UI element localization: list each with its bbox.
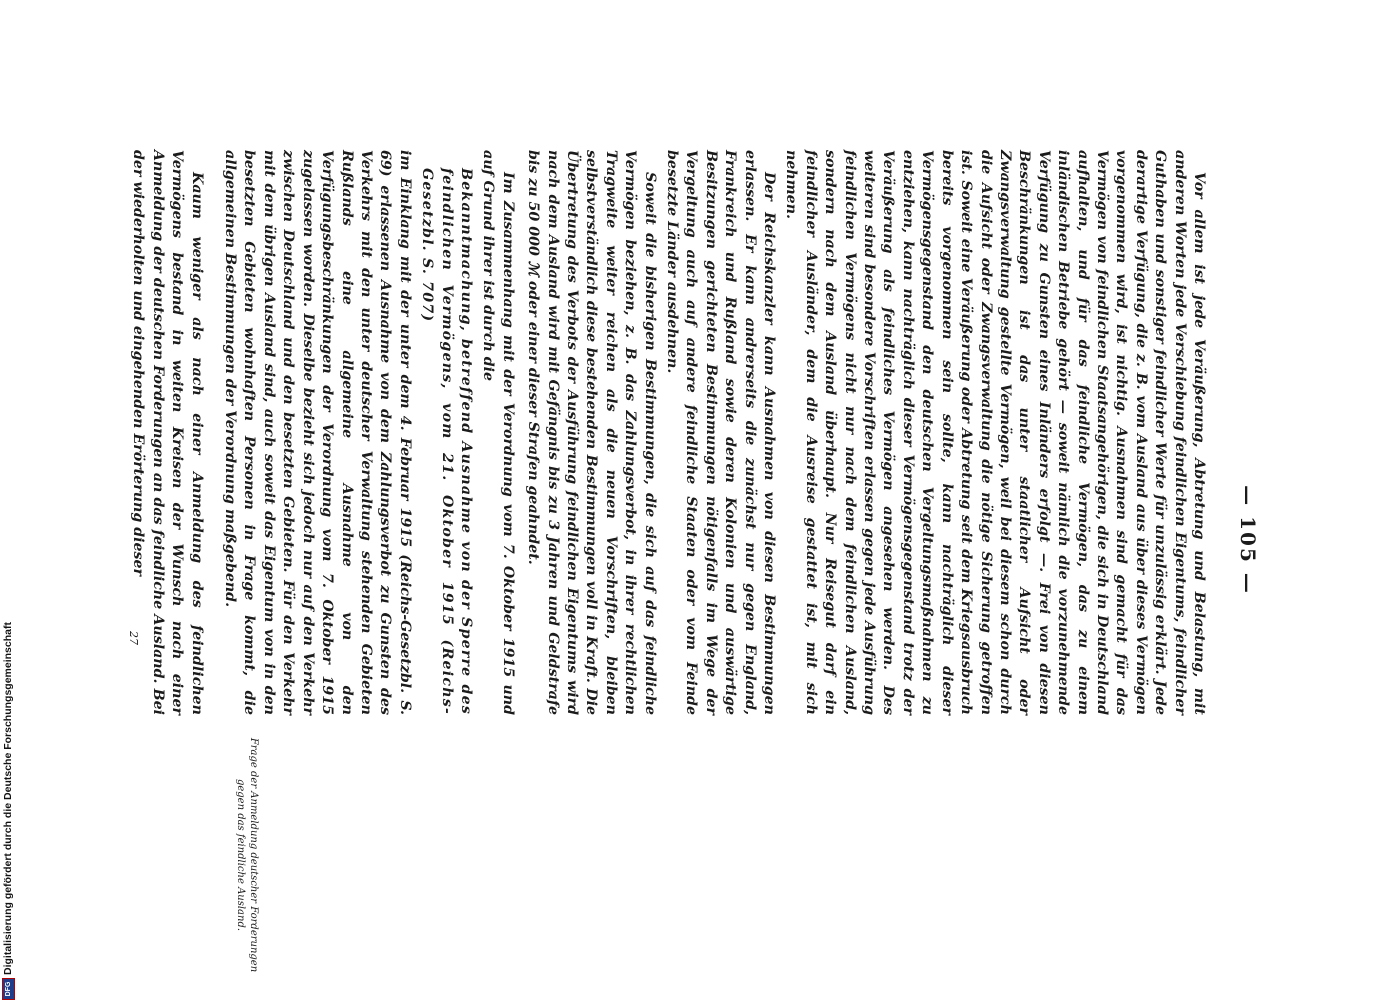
paragraph: Vor allem ist jede Veräußerung, Abtretung und Belastung, mit anderen Worten jede Verschiebung feindlichen Eigentums, feindlicher Guthaben und sonstiger feindlicher Werte für unzulässig erklärt. Jede derartige Verfügung, die z. B. vom Ausland aus über dieses Vermögen vorgenommen wird, ist nichtig. Ausnahmen sind gemacht für das Vermögen von feindlichen Staatsangehörigen, die sich in Deutschland aufhalten, und für das feindliche Vermögen, das zu einem inländischen Betriebe gehört — soweit nämlich die vorzunehmende Verfügung zu Gunsten eines Inländers erfolgt —. Frei von diesen Beschränkungen ist das unter staatlicher Aufsicht oder Zwangsverwaltung gestellte Vermögen, weil bei diesem schon durch die Aufsicht oder Zwangsverwaltung die nötige Sicherung getroffen ist. Soweit eine Veräußerung oder Abtretung seit dem Kriegsausbruch bereits vorgenommen sein sollte, kann nachträglich dieser Vermögensgegenstand den deutschen Vergeltungsmaßnahmen zu entziehen, kann nachträglich dieser Vermögensgegenstand trotz der Veräußerung als feindliches Vermögen angesehen werden. Des weiteren sind besondere Vorschriften erlassen gegen jede Ausführung feindlichen Vermögens nicht nur nach dem feindlichen Ausland, sondern nach dem Ausland überhaupt. Nur Reisegut darf ein feindlicher Ausländer, dem die Ausreise gestattet ist, mit sich nehmen. [783, 150, 1207, 715]
paragraph: Soweit die bisherigen Bestimmungen, die sich auf das feindliche Vermögen beziehen, z. B. das Zahlungsverbot, in ihrer rechtlichen Tragweite weiter reichen als die neuen Vorschriften, bleiben selbstverständlich diese bestehenden Bestimmungen voll in Kraft. Die Übertretung des Verbots der Ausführung feindlichen Eigentums wird nach dem Ausland wird mit Gefängnis bis zu 3 Jahren und Geldstrafe bis zu 50 000 ℳ oder einer dieser Strafen geahndet. [525, 150, 658, 715]
paragraph: im Einklang mit der unter dem 4. Februar 1915 (Reichs-Gesetzbl. S. 69) erlassenen Ausnahme von dem Zahlungsverbot zu Gunsten des Verkehrs mit den unter deutscher Verwaltung stehenden Gebieten Rußlands eine allgemeine Ausnahme von den Verfügungsbeschränkungen der Verordnung vom 7. Oktober 1915 zugelassen worden. Dieselbe bezieht sich jedoch nur auf den Verkehr zwischen Deutschland und den besetzten Gebieten. Für den Verkehr mit dem übrigen Ausland sind, auch soweit das Eigentum von in den besetzten Gebieten wohnhaften Personen in Frage kommt, die allgemeinen Bestimmungen der Verordnung maßgebend. [222, 150, 413, 715]
page-number: — 105 — [1236, 485, 1260, 595]
dfg-watermark [0, 600, 16, 1000]
sheet-number: 27 [127, 631, 140, 645]
watermark-text: Digitalisierung gefördert durch die Deutsche Forschungsgemeinschaft [2, 622, 14, 975]
body-text [125, 150, 1208, 715]
margin-note: Frage der Anmeldung deutscher Forderungen gegen das feindliche Ausland. [235, 737, 259, 973]
paragraph: Kaum weniger als nach einer Anmeldung des feindlichen Vermögens bestand in weiten Kreisen der Wunsch nach einer Anmeldung der deutschen Forderungen an das feindliche Ausland. Bei der wiederholten und eingehenden Erörterung dieser [130, 150, 205, 715]
paragraph: Der Reichskanzler kann Ausnahmen von diesen Bestimmungen erlassen. Er kann andrerseits die zunächst nur gegen England, Frankreich und Rußland sowie deren Kolonien und auswärtige Besitzungen gerichteten Bestimmungen nötigenfalls im Wege der Vergeltung auch auf andere feindliche Staaten oder vom Feinde besetzte Länder ausdehnen. [664, 150, 778, 715]
decree-title: Bekanntmachung, betreffend Ausnahme von der Sperre des feindlichen Vermögens, vom 21. Oktober 1915 (Reichs-Gesetzbl. S. 707) [419, 168, 474, 715]
dfg-logo-icon: DFG [2, 978, 15, 1000]
paragraph: Im Zusammenhang mit der Verordnung vom 7. Oktober 1915 und auf Grund ihrer ist durch die [480, 150, 516, 715]
